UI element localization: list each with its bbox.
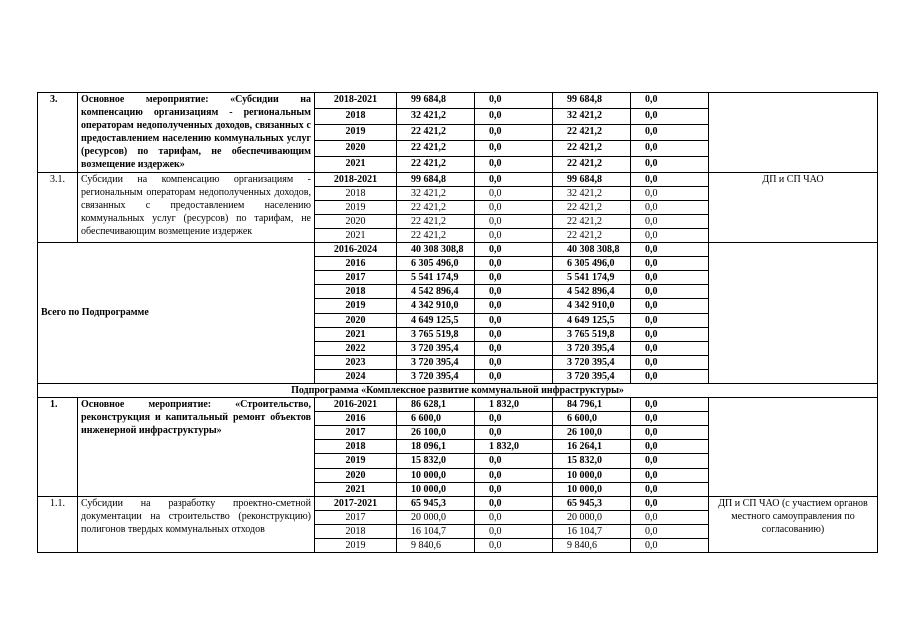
year-cell: 2016-2024 <box>315 243 397 257</box>
row-index: 3.1. <box>38 172 78 242</box>
amount-cell: 0,0 <box>631 426 709 440</box>
year-cell: 2018-2021 <box>315 93 397 109</box>
year-cell: 2017 <box>315 426 397 440</box>
amount-cell: 10 000,0 <box>553 482 631 496</box>
amount-cell: 22 421,2 <box>397 140 475 156</box>
year-cell: 2018 <box>315 524 397 538</box>
activity-title: Основное мероприятие: «Строительство, реконструкция и капитальный ремонт объектов инженерной инфраструктуры» <box>78 398 315 497</box>
amount-cell: 0,0 <box>631 412 709 426</box>
amount-cell: 65 945,3 <box>397 496 475 510</box>
amount-cell: 0,0 <box>475 243 553 257</box>
amount-cell: 3 765 519,8 <box>553 327 631 341</box>
row-index: 1.1. <box>38 496 78 552</box>
amount-cell: 22 421,2 <box>397 156 475 172</box>
amount-cell: 0,0 <box>475 539 553 553</box>
activity-title: Субсидии на компенсацию организациям - региональным операторам недополученных доходов, связанных с предоставлением населению коммунальных услуг (ресурсов) по тарифам, не обеспечивающим возмещение издержек <box>78 172 315 242</box>
subtotal-label: Всего по Подпрограмме <box>38 243 315 384</box>
amount-cell: 5 541 174,9 <box>397 271 475 285</box>
amount-cell: 0,0 <box>631 398 709 412</box>
amount-cell: 99 684,8 <box>553 172 631 186</box>
amount-cell: 0,0 <box>631 228 709 242</box>
amount-cell: 9 840,6 <box>553 539 631 553</box>
amount-cell: 0,0 <box>631 214 709 228</box>
year-cell: 2018 <box>315 108 397 124</box>
amount-cell: 0,0 <box>631 539 709 553</box>
amount-cell: 22 421,2 <box>553 214 631 228</box>
amount-cell: 10 000,0 <box>397 468 475 482</box>
year-cell: 2018 <box>315 186 397 200</box>
amount-cell: 20 000,0 <box>397 510 475 524</box>
year-cell: 2016 <box>315 257 397 271</box>
amount-cell: 22 421,2 <box>553 124 631 140</box>
financing-table <box>37 92 878 553</box>
amount-cell: 0,0 <box>475 200 553 214</box>
amount-cell: 22 421,2 <box>397 124 475 140</box>
amount-cell: 0,0 <box>631 243 709 257</box>
row-index: 3. <box>38 93 78 173</box>
amount-cell: 0,0 <box>631 271 709 285</box>
year-cell: 2018-2021 <box>315 172 397 186</box>
amount-cell: 0,0 <box>475 228 553 242</box>
year-cell: 2019 <box>315 299 397 313</box>
section-row <box>38 383 878 397</box>
amount-cell: 40 308 308,8 <box>397 243 475 257</box>
table-row <box>38 398 878 412</box>
amount-cell: 0,0 <box>475 156 553 172</box>
amount-cell: 65 945,3 <box>553 496 631 510</box>
row-index: 1. <box>38 398 78 497</box>
amount-cell: 32 421,2 <box>553 186 631 200</box>
amount-cell: 3 720 395,4 <box>397 355 475 369</box>
amount-cell: 0,0 <box>631 496 709 510</box>
amount-cell: 15 832,0 <box>553 454 631 468</box>
amount-cell: 15 832,0 <box>397 454 475 468</box>
amount-cell: 3 720 395,4 <box>397 369 475 383</box>
amount-cell: 0,0 <box>631 524 709 538</box>
amount-cell: 4 542 896,4 <box>397 285 475 299</box>
amount-cell: 0,0 <box>631 468 709 482</box>
amount-cell: 0,0 <box>475 140 553 156</box>
amount-cell: 0,0 <box>475 355 553 369</box>
amount-cell: 4 542 896,4 <box>553 285 631 299</box>
amount-cell: 32 421,2 <box>397 186 475 200</box>
responsible-cell: ДП и СП ЧАО (с участием органов местного самоуправления по согласованию) <box>709 496 878 552</box>
amount-cell: 22 421,2 <box>397 214 475 228</box>
table-row <box>38 93 878 109</box>
amount-cell: 0,0 <box>631 327 709 341</box>
year-cell: 2021 <box>315 482 397 496</box>
amount-cell: 1 832,0 <box>475 398 553 412</box>
amount-cell: 0,0 <box>475 285 553 299</box>
amount-cell: 0,0 <box>475 108 553 124</box>
amount-cell: 0,0 <box>631 482 709 496</box>
amount-cell: 1 832,0 <box>475 440 553 454</box>
amount-cell: 0,0 <box>475 313 553 327</box>
table-row <box>38 496 878 510</box>
amount-cell: 6 305 496,0 <box>397 257 475 271</box>
amount-cell: 32 421,2 <box>397 108 475 124</box>
amount-cell: 16 104,7 <box>553 524 631 538</box>
year-cell: 2021 <box>315 228 397 242</box>
amount-cell: 0,0 <box>631 369 709 383</box>
amount-cell: 0,0 <box>631 93 709 109</box>
responsible-cell <box>709 93 878 173</box>
responsible-cell: ДП и СП ЧАО <box>709 172 878 242</box>
amount-cell: 0,0 <box>475 468 553 482</box>
amount-cell: 0,0 <box>475 271 553 285</box>
amount-cell: 0,0 <box>475 172 553 186</box>
amount-cell: 22 421,2 <box>553 228 631 242</box>
amount-cell: 0,0 <box>631 257 709 271</box>
table-row <box>38 172 878 186</box>
amount-cell: 3 720 395,4 <box>397 341 475 355</box>
amount-cell: 0,0 <box>631 172 709 186</box>
year-cell: 2024 <box>315 369 397 383</box>
amount-cell: 32 421,2 <box>553 108 631 124</box>
amount-cell: 22 421,2 <box>553 156 631 172</box>
year-cell: 2022 <box>315 341 397 355</box>
amount-cell: 86 628,1 <box>397 398 475 412</box>
responsible-cell <box>709 243 878 384</box>
year-cell: 2019 <box>315 454 397 468</box>
year-cell: 2017 <box>315 510 397 524</box>
amount-cell: 0,0 <box>475 412 553 426</box>
amount-cell: 0,0 <box>631 285 709 299</box>
amount-cell: 0,0 <box>475 299 553 313</box>
amount-cell: 0,0 <box>475 482 553 496</box>
amount-cell: 0,0 <box>475 124 553 140</box>
amount-cell: 6 600,0 <box>553 412 631 426</box>
amount-cell: 0,0 <box>475 496 553 510</box>
amount-cell: 4 649 125,5 <box>553 313 631 327</box>
amount-cell: 99 684,8 <box>553 93 631 109</box>
year-cell: 2020 <box>315 468 397 482</box>
amount-cell: 0,0 <box>631 186 709 200</box>
year-cell: 2021 <box>315 156 397 172</box>
amount-cell: 0,0 <box>475 186 553 200</box>
amount-cell: 22 421,2 <box>553 200 631 214</box>
amount-cell: 22 421,2 <box>397 228 475 242</box>
amount-cell: 16 264,1 <box>553 440 631 454</box>
year-cell: 2017-2021 <box>315 496 397 510</box>
amount-cell: 0,0 <box>475 341 553 355</box>
amount-cell: 0,0 <box>631 108 709 124</box>
amount-cell: 0,0 <box>631 140 709 156</box>
amount-cell: 0,0 <box>475 510 553 524</box>
year-cell: 2023 <box>315 355 397 369</box>
year-cell: 2020 <box>315 313 397 327</box>
year-cell: 2016 <box>315 412 397 426</box>
year-cell: 2019 <box>315 124 397 140</box>
amount-cell: 4 649 125,5 <box>397 313 475 327</box>
amount-cell: 0,0 <box>631 440 709 454</box>
amount-cell: 40 308 308,8 <box>553 243 631 257</box>
year-cell: 2016-2021 <box>315 398 397 412</box>
amount-cell: 0,0 <box>475 214 553 228</box>
amount-cell: 4 342 910,0 <box>553 299 631 313</box>
amount-cell: 6 305 496,0 <box>553 257 631 271</box>
amount-cell: 0,0 <box>475 93 553 109</box>
amount-cell: 3 720 395,4 <box>553 369 631 383</box>
amount-cell: 4 342 910,0 <box>397 299 475 313</box>
amount-cell: 0,0 <box>631 454 709 468</box>
year-cell: 2019 <box>315 200 397 214</box>
amount-cell: 0,0 <box>631 510 709 524</box>
amount-cell: 0,0 <box>631 156 709 172</box>
amount-cell: 3 720 395,4 <box>553 355 631 369</box>
amount-cell: 16 104,7 <box>397 524 475 538</box>
amount-cell: 0,0 <box>475 327 553 341</box>
amount-cell: 0,0 <box>475 454 553 468</box>
year-cell: 2017 <box>315 271 397 285</box>
amount-cell: 22 421,2 <box>397 200 475 214</box>
amount-cell: 84 796,1 <box>553 398 631 412</box>
amount-cell: 99 684,8 <box>397 172 475 186</box>
year-cell: 2021 <box>315 327 397 341</box>
amount-cell: 9 840,6 <box>397 539 475 553</box>
table-row <box>38 243 878 257</box>
amount-cell: 0,0 <box>475 369 553 383</box>
year-cell: 2019 <box>315 539 397 553</box>
amount-cell: 10 000,0 <box>553 468 631 482</box>
responsible-cell <box>709 398 878 497</box>
amount-cell: 26 100,0 <box>553 426 631 440</box>
amount-cell: 0,0 <box>475 426 553 440</box>
amount-cell: 0,0 <box>631 355 709 369</box>
amount-cell: 0,0 <box>631 200 709 214</box>
amount-cell: 3 765 519,8 <box>397 327 475 341</box>
year-cell: 2018 <box>315 285 397 299</box>
activity-title: Основное мероприятие: «Субсидии на компенсацию организациям - региональным операторам недополученных доходов, связанных с предоставлением населению коммунальных услуг (ресурсов) по тарифам, не обеспечивающим возмещение издержек» <box>78 93 315 173</box>
amount-cell: 99 684,8 <box>397 93 475 109</box>
amount-cell: 0,0 <box>475 524 553 538</box>
year-cell: 2018 <box>315 440 397 454</box>
amount-cell: 0,0 <box>631 313 709 327</box>
amount-cell: 20 000,0 <box>553 510 631 524</box>
amount-cell: 6 600,0 <box>397 412 475 426</box>
amount-cell: 18 096,1 <box>397 440 475 454</box>
section-title: Подпрограмма «Комплексное развитие коммунальной инфраструктуры» <box>38 383 878 397</box>
amount-cell: 0,0 <box>631 124 709 140</box>
year-cell: 2020 <box>315 140 397 156</box>
year-cell: 2020 <box>315 214 397 228</box>
amount-cell: 26 100,0 <box>397 426 475 440</box>
amount-cell: 10 000,0 <box>397 482 475 496</box>
amount-cell: 5 541 174,9 <box>553 271 631 285</box>
activity-title: Субсидии на разработку проектно-сметной документации на строительство (реконструкцию) полигонов твердых коммунальных отходов <box>78 496 315 552</box>
amount-cell: 0,0 <box>475 257 553 271</box>
amount-cell: 0,0 <box>631 299 709 313</box>
amount-cell: 3 720 395,4 <box>553 341 631 355</box>
amount-cell: 22 421,2 <box>553 140 631 156</box>
amount-cell: 0,0 <box>631 341 709 355</box>
